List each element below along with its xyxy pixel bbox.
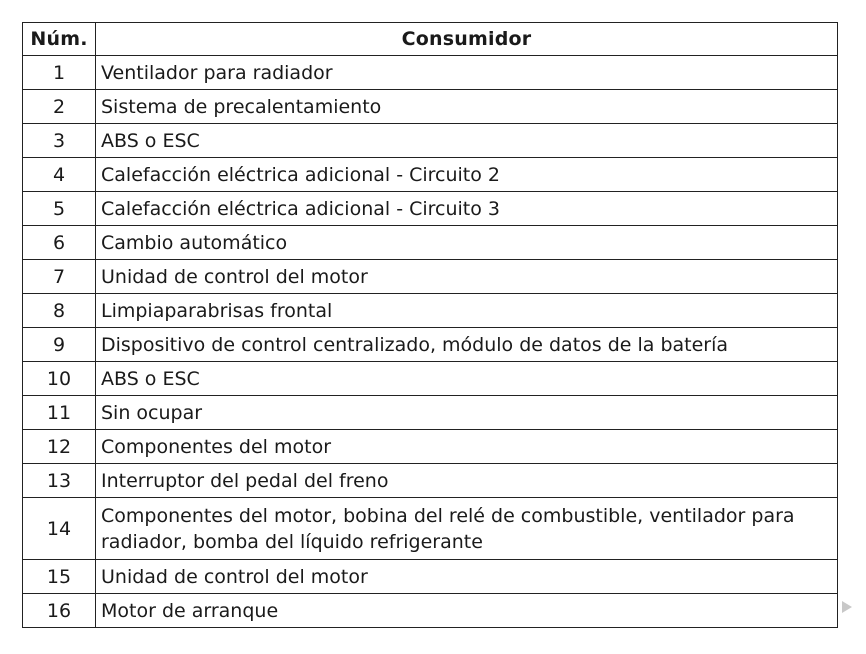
table-header-row <box>23 23 838 56</box>
table-row <box>23 294 838 328</box>
fuse-number: 9 <box>23 328 96 362</box>
consumer-name: Calefacción eléctrica adicional - Circuito 2 <box>96 158 838 192</box>
table-row <box>23 90 838 124</box>
table-row <box>23 464 838 498</box>
column-header-consumer: Consumidor <box>96 23 838 56</box>
table-row <box>23 560 838 594</box>
consumer-name: Interruptor del pedal del freno <box>96 464 838 498</box>
consumer-name: Sin ocupar <box>96 396 838 430</box>
fuse-number: 11 <box>23 396 96 430</box>
consumer-name: Unidad de control del motor <box>96 260 838 294</box>
fuse-number: 4 <box>23 158 96 192</box>
consumer-name: ABS o ESC <box>96 362 838 396</box>
consumer-name: Dispositivo de control centralizado, módulo de datos de la batería <box>96 328 838 362</box>
consumer-name: Unidad de control del motor <box>96 560 838 594</box>
table-row <box>23 328 838 362</box>
table-row <box>23 362 838 396</box>
fuse-number: 15 <box>23 560 96 594</box>
consumer-name: Cambio automático <box>96 226 838 260</box>
fuse-number: 6 <box>23 226 96 260</box>
fuse-number: 7 <box>23 260 96 294</box>
table-row <box>23 396 838 430</box>
table-row <box>23 226 838 260</box>
consumer-name: Motor de arranque <box>96 594 838 628</box>
fuse-number: 10 <box>23 362 96 396</box>
table-row <box>23 260 838 294</box>
fuse-number: 14 <box>23 498 96 560</box>
triangle-right-icon[interactable] <box>842 601 852 613</box>
fuse-number: 2 <box>23 90 96 124</box>
consumer-name: Componentes del motor, bobina del relé de combustible, ventilador para radiador, bomba del líquido refrigerante <box>96 498 838 560</box>
fuse-number: 13 <box>23 464 96 498</box>
table-row <box>23 124 838 158</box>
consumer-name: Calefacción eléctrica adicional - Circuito 3 <box>96 192 838 226</box>
consumer-name: Componentes del motor <box>96 430 838 464</box>
consumer-name: ABS o ESC <box>96 124 838 158</box>
column-header-num: Núm. <box>23 23 96 56</box>
consumer-name: Ventilador para radiador <box>96 56 838 90</box>
fuse-consumer-table <box>22 22 838 628</box>
table-row <box>23 430 838 464</box>
fuse-number: 16 <box>23 594 96 628</box>
fuse-number: 1 <box>23 56 96 90</box>
fuse-number: 8 <box>23 294 96 328</box>
table-row <box>23 158 838 192</box>
table-row <box>23 56 838 90</box>
table-row <box>23 192 838 226</box>
fuse-number: 3 <box>23 124 96 158</box>
fuse-number: 5 <box>23 192 96 226</box>
consumer-name: Sistema de precalentamiento <box>96 90 838 124</box>
table-row <box>23 594 838 628</box>
consumer-name: Limpiaparabrisas frontal <box>96 294 838 328</box>
table-row <box>23 498 838 560</box>
fuse-number: 12 <box>23 430 96 464</box>
